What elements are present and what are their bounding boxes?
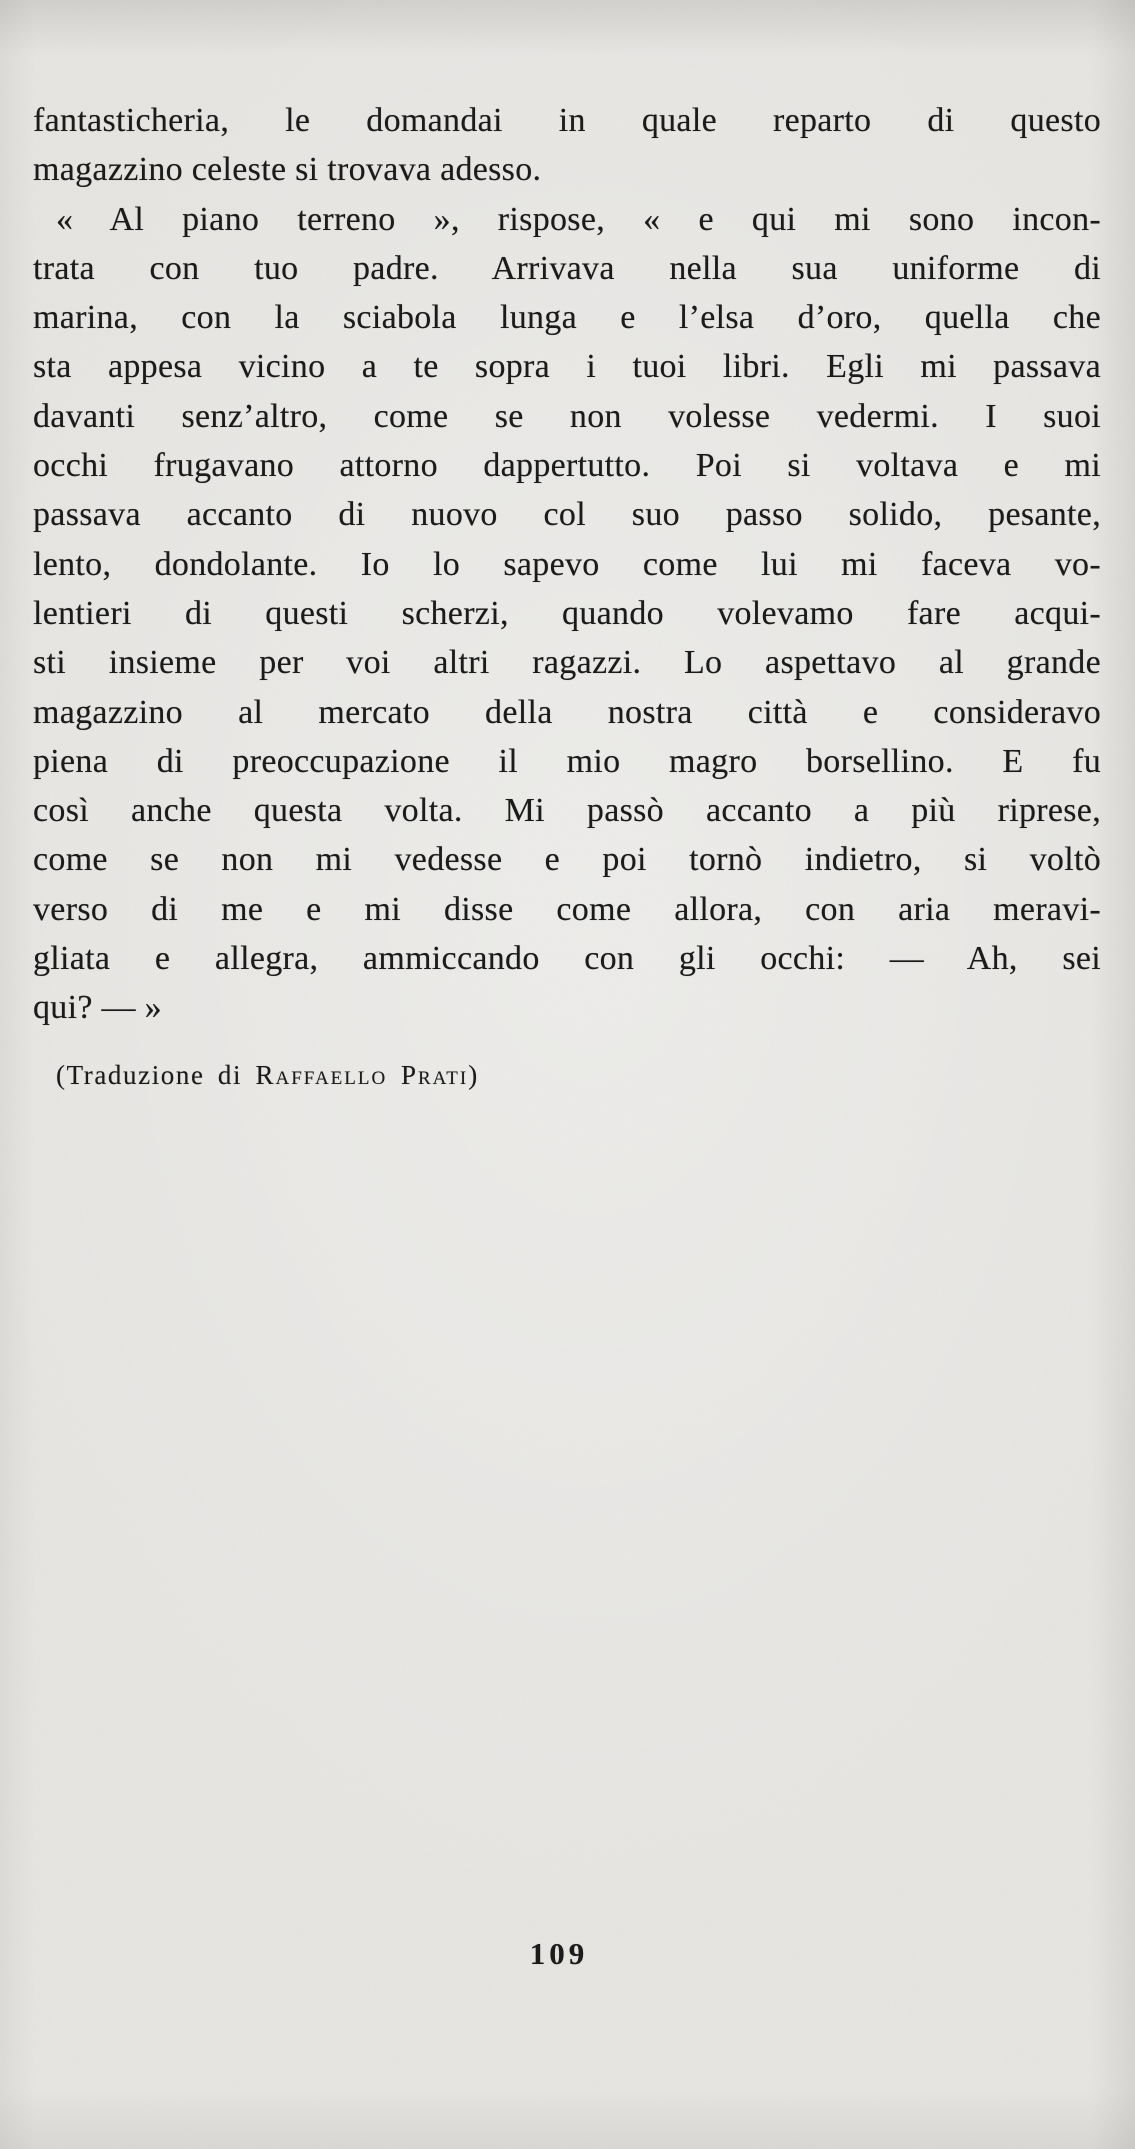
text-line: marina, con la sciabola lunga e l’elsa d’oro, quella che xyxy=(33,299,1101,337)
text-line: lento, dondolante. Io lo sapevo come lui mi faceva vo- xyxy=(33,545,1101,583)
text-line: occhi frugavano attorno dappertutto. Poi si voltava e mi xyxy=(33,447,1101,485)
translator-credit xyxy=(56,1057,479,1093)
text-line: qui? — » xyxy=(33,989,162,1027)
text-line: piena di preoccupazione il mio magro borsellino. E fu xyxy=(33,742,1101,780)
text-line: lentieri di questi scherzi, quando volevamo fare acqui- xyxy=(33,594,1101,632)
credit-suffix: ) xyxy=(468,1060,479,1090)
text-line: trata con tuo padre. Arrivava nella sua uniforme di xyxy=(33,249,1101,287)
text-line: « Al piano terreno », rispose, « e qui mi sono incon- xyxy=(56,200,1101,238)
text-line: fantasticheria, le domandai in quale reparto di questo xyxy=(33,102,1101,139)
text-line: così anche questa volta. Mi passò accanto a più riprese, xyxy=(33,792,1101,830)
text-line: sti insieme per voi altri ragazzi. Lo aspettavo al grande xyxy=(33,644,1101,682)
credit-prefix: (Traduzione di xyxy=(56,1060,256,1090)
text-line: come se non mi vedesse e poi tornò indietro, si voltò xyxy=(33,841,1101,879)
translator-name: Raffaello Prati xyxy=(255,1060,469,1090)
text-line: davanti senz’altro, come se non volesse vedermi. I suoi xyxy=(33,397,1101,435)
text-line: magazzino celeste si trovava adesso. xyxy=(33,151,542,189)
text-line: magazzino al mercato della nostra città e consideravo xyxy=(33,693,1101,731)
page-number: 109 xyxy=(529,1936,589,1971)
body-text xyxy=(33,96,1101,1033)
text-line: sta appesa vicino a te sopra i tuoi libri. Egli mi passava xyxy=(33,348,1101,386)
text-line: verso di me e mi disse come allora, con aria meravi- xyxy=(33,890,1101,928)
text-line: passava accanto di nuovo col suo passo solido, pesante, xyxy=(33,496,1101,534)
text-line: gliata e allegra, ammiccando con gli occhi: — Ah, sei xyxy=(33,940,1101,978)
